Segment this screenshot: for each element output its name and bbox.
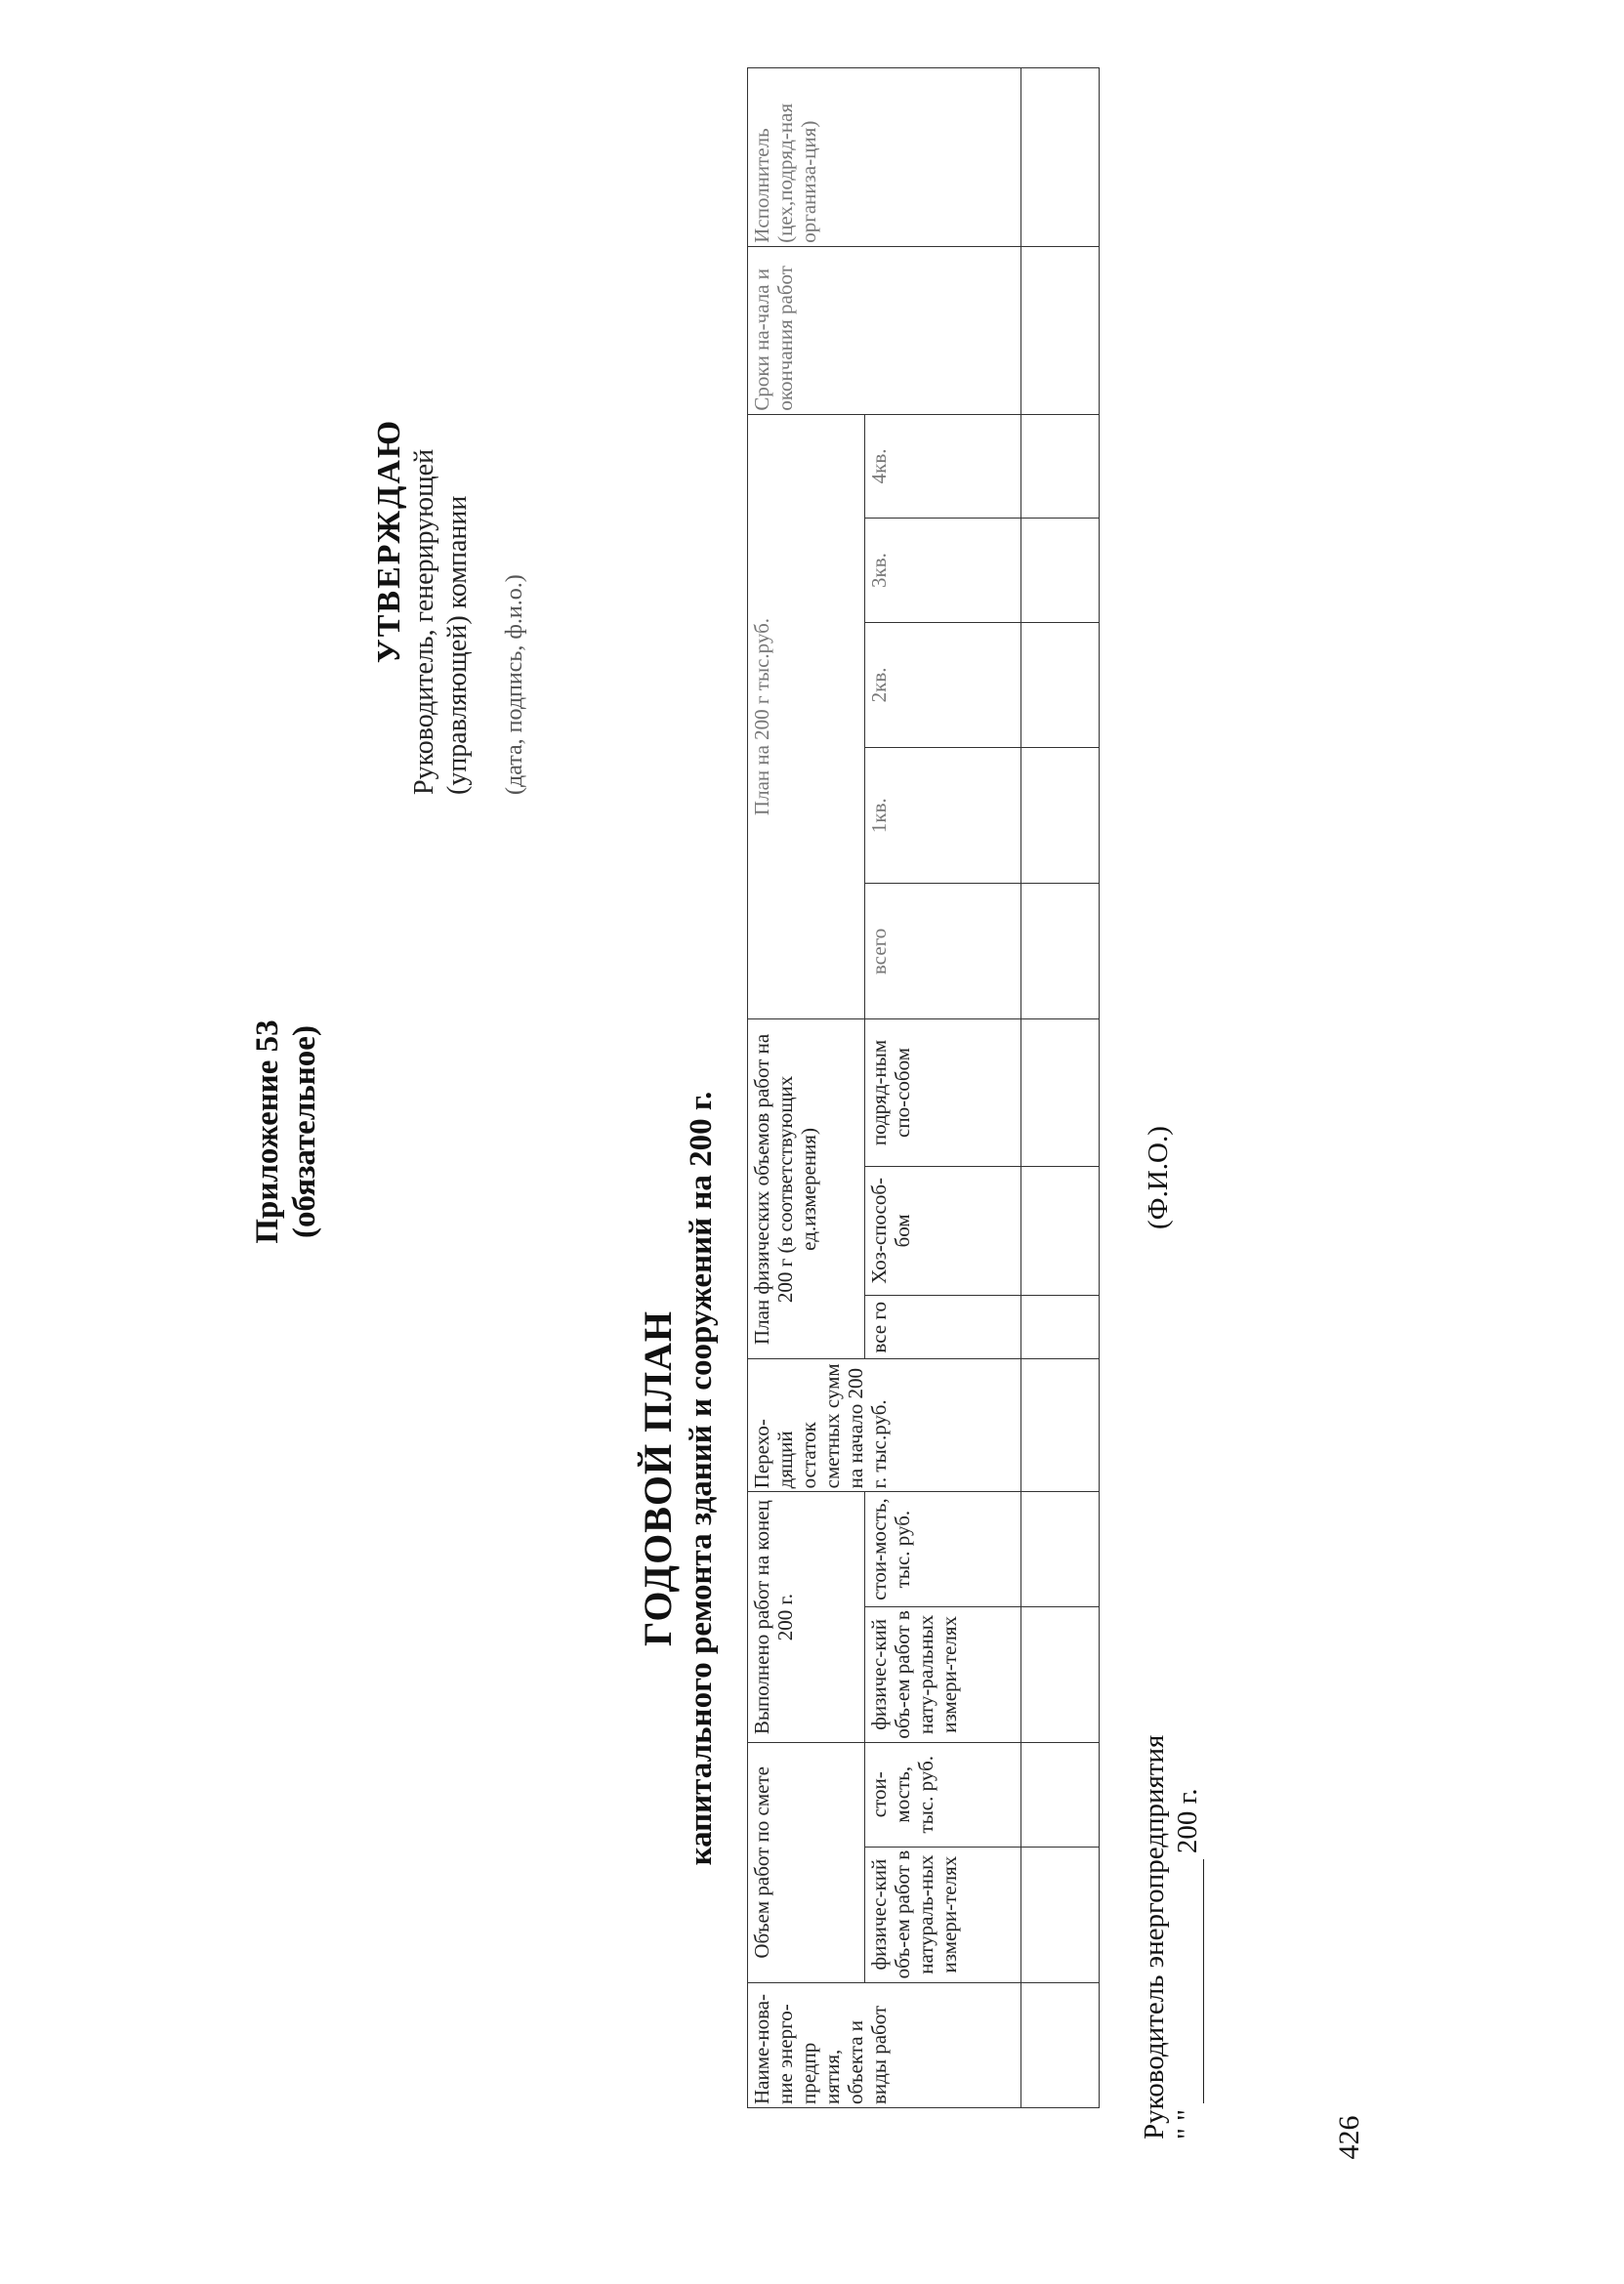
- header-plan-q4: 4кв.: [865, 414, 1021, 519]
- header-done-cost: стои-мость, тыс. руб.: [865, 1492, 1021, 1606]
- header-plan: План на 200 г тыс.руб.: [748, 414, 865, 1019]
- date-quotes: " ": [1172, 2109, 1203, 2139]
- date-year: 200 г.: [1172, 1788, 1203, 1854]
- table-cell: [1021, 1359, 1100, 1492]
- table-cell: [1021, 1019, 1100, 1166]
- table-cell: [1021, 68, 1100, 247]
- header-executor: Исполнитель (цех,подряд-ная организа-ция): [748, 68, 1021, 247]
- header-volume-cost: стои-мость, тыс. руб.: [865, 1742, 1021, 1847]
- document-subtitle: капитального ремонта зданий и сооружений на 200 г.: [684, 1091, 719, 1866]
- header-plan-q1: 1кв.: [865, 748, 1021, 884]
- header-remain: Перехо-дящий остаток сметных сумм на начало 200 г. тыс.руб.: [748, 1359, 1021, 1492]
- appendix-number: Приложение 53: [250, 1019, 285, 1244]
- signature-date: [1171, 1788, 1204, 2139]
- header-physplan-own: Хоз-способ-бом: [865, 1166, 1021, 1296]
- table-cell: [1021, 1166, 1100, 1296]
- table-row: [1021, 68, 1100, 2108]
- table-cell: [1021, 1982, 1100, 2107]
- header-name: Наиме-нова-ние энерго-предпр иятия, объекта и виды работ: [748, 1982, 1021, 2107]
- approval-title: УТВЕРЖДАЮ: [371, 418, 407, 664]
- table-cell: [1021, 1847, 1100, 1982]
- header-physplan-total: все го: [865, 1296, 1021, 1359]
- table-cell: [1021, 519, 1100, 623]
- header-done: Выполнено работ на конец 200 г.: [748, 1492, 865, 1743]
- approval-block: [371, 287, 528, 795]
- plan-table: [747, 67, 1100, 2108]
- table-cell: [1021, 1742, 1100, 1847]
- header-plan-q2: 2кв.: [865, 622, 1021, 747]
- table-cell: [1021, 884, 1100, 1019]
- signer-fio: (Ф.И.О.): [1143, 1126, 1174, 1229]
- header-done-phys: физичес-кий объ-ем работ в нату-ральных измери-телях: [865, 1606, 1021, 1742]
- approval-note: (дата, подпись, ф.и.о.): [502, 574, 527, 795]
- header-physplan: План физических объемов работ на 200 г (в соответствующих ед.измерения): [748, 1019, 865, 1359]
- approval-line-2: (управляющей) компании: [442, 495, 473, 795]
- table-cell: [1021, 622, 1100, 747]
- table-cell: [1021, 414, 1100, 519]
- header-dates: Сроки на-чала и окончания работ: [748, 246, 1021, 414]
- appendix-type: (обязательное): [287, 1025, 322, 1238]
- document-title: ГОДОВОЙ ПЛАН: [636, 1309, 680, 1647]
- table-header-row-1: [748, 68, 865, 2108]
- header-plan-total: всего: [865, 884, 1021, 1019]
- header-physplan-contract: подряд-ным спо-собом: [865, 1019, 1021, 1166]
- table-cell: [1021, 1296, 1100, 1359]
- table-cell: [1021, 748, 1100, 884]
- header-volume: Объем работ по смете: [748, 1742, 865, 1982]
- table-cell: [1021, 1606, 1100, 1742]
- header-volume-phys: физичес-кий объ-ем работ в натураль-ных измери-телях: [865, 1847, 1021, 1982]
- signer-label: Руководитель энергопредприятия: [1139, 1734, 1170, 2139]
- appendix-heading: [249, 985, 323, 1278]
- header-plan-q3: 3кв.: [865, 519, 1021, 623]
- date-blank-line: [1178, 1859, 1204, 2103]
- approval-line-1: Руководитель, генерирующей: [409, 448, 439, 795]
- page-number: 426: [1333, 2115, 1365, 2160]
- table-cell: [1021, 1492, 1100, 1606]
- table-cell: [1021, 246, 1100, 414]
